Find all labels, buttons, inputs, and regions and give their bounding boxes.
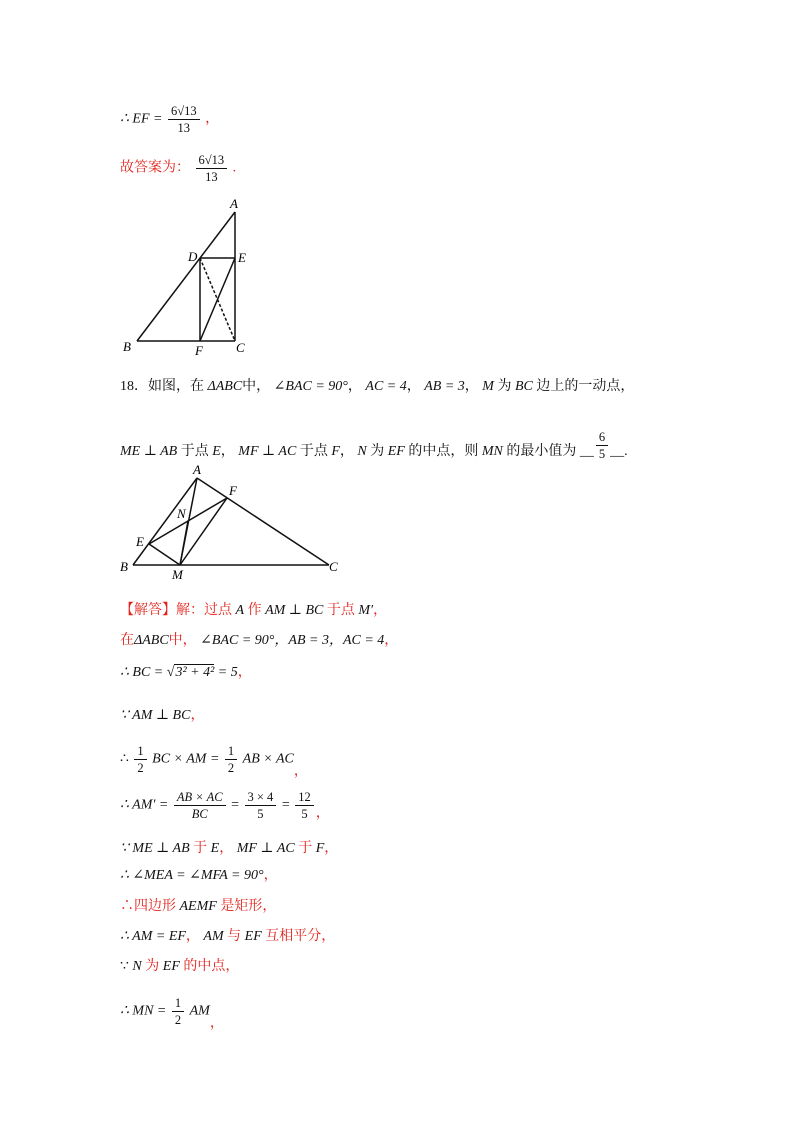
solution-punct: ， <box>190 708 205 723</box>
q18-text: 中， <box>242 379 271 394</box>
solution-fraction <box>295 790 314 821</box>
q18-me-ab: ME ⊥ AB <box>120 444 178 459</box>
solution-step-8 <box>120 867 278 885</box>
solution-punct: ， <box>185 929 200 944</box>
solution-text: 与 <box>227 929 242 944</box>
fraction-numerator: 1 <box>172 996 184 1012</box>
q18-text: 的最小值为 <box>506 444 577 459</box>
fig2-label-m: M <box>172 567 183 582</box>
solution-punct: ， <box>293 763 308 779</box>
solution-tag: 【解答】 <box>120 603 176 618</box>
solution-radicand: 3² + 4² <box>175 665 215 680</box>
fraction-numerator: 1 <box>225 744 237 760</box>
q18-angle: ∠BAC = 90° <box>273 379 348 394</box>
fig2-label-b: B <box>120 559 128 574</box>
solution-math: AM <box>203 929 224 944</box>
fig2-label-e: E <box>136 534 144 549</box>
q18-f: F <box>331 444 340 459</box>
q18-text: 为 <box>497 379 512 394</box>
solution-fraction-half <box>172 996 184 1027</box>
q18-bc: BC <box>514 379 533 394</box>
fig1-label-f: F <box>195 343 203 358</box>
solution-step-12 <box>120 996 224 1031</box>
q18-text: ， <box>339 444 354 459</box>
solution-punct: ， <box>324 841 339 856</box>
fig1-label-e: E <box>238 250 246 265</box>
solution-math: AM ⊥ BC <box>265 603 324 618</box>
q18-answer-fraction <box>596 430 608 461</box>
fig1-label-b: B <box>123 339 131 354</box>
q18-m: M <box>482 379 494 394</box>
solution-fraction <box>245 790 277 821</box>
solution-step-6 <box>120 790 330 821</box>
solution-text: 于点 <box>326 603 355 618</box>
answer-prefix: 故答案为： <box>120 160 190 176</box>
solution-punct: ， <box>373 603 388 618</box>
solution-math: ∴ BC = <box>120 665 164 680</box>
fraction-denominator: 5 <box>301 807 308 821</box>
q18-text: ， <box>464 379 479 394</box>
solution-math: F <box>315 841 325 856</box>
fig2-label-a: A <box>193 462 201 477</box>
solution-math: BC × AM = <box>152 751 220 767</box>
solution-text: 为 <box>145 959 160 974</box>
solution-step-10 <box>120 928 335 946</box>
solution-math: ∴ <box>120 751 129 767</box>
solution-step-3: ∴ BC = √3² + 4² = 5， <box>120 665 252 680</box>
q18-ab: AB = 3 <box>424 379 465 394</box>
solution-fraction-half <box>134 744 146 775</box>
q18-text: ， <box>406 379 421 394</box>
fig1-label-c: C <box>236 340 245 355</box>
fraction-numerator: 1 <box>134 744 146 760</box>
solution-step-5 <box>120 744 308 779</box>
q18-answer-numerator: 6 <box>596 430 608 446</box>
ef-comma: ， <box>205 111 220 127</box>
solution-text: 中， <box>168 633 197 648</box>
solution-point-m-prime: M′ <box>358 603 374 618</box>
fraction-denominator: 2 <box>174 1013 182 1027</box>
answer-numerator: 6√13 <box>196 153 228 169</box>
solution-punct: ， <box>315 805 330 821</box>
solution-text: 是矩形， <box>220 899 277 914</box>
solution-math: ∴ MN = <box>120 1003 167 1019</box>
q18-ac: AC = 4 <box>365 379 407 394</box>
answer-denominator: 13 <box>205 170 218 184</box>
solution-step-7 <box>120 840 338 858</box>
solution-point-a: A <box>235 603 245 618</box>
ef-result-line <box>120 104 219 135</box>
q18-text: 边上的一动点， <box>536 379 635 394</box>
solution-math: ∠BAC = 90°，AB = 3，AC = 4 <box>200 633 385 648</box>
solution-text: 于 <box>298 841 313 856</box>
solution-text: 的中点， <box>183 959 240 974</box>
q18-e: E <box>212 444 221 459</box>
solution-step-11 <box>120 958 239 976</box>
segment-em <box>149 544 180 565</box>
solution-math: E <box>210 841 220 856</box>
solution-step-1 <box>120 602 387 620</box>
figure-triangle-abc-diagram <box>115 462 355 582</box>
ef-denominator: 13 <box>177 121 191 135</box>
q18-line-1 <box>120 378 634 396</box>
q18-text: 的中点，则 <box>408 444 479 459</box>
q18-text: 于点 <box>299 444 328 459</box>
solution-math: = <box>231 797 239 813</box>
solution-math: ∴ ∠MEA = ∠MFA = 90° <box>120 868 264 883</box>
q18-number: 18． <box>120 379 148 394</box>
fraction-numerator: 12 <box>295 790 314 806</box>
solution-math: AB × AC <box>242 751 294 767</box>
solution-math: ∴ AM′ = <box>120 797 169 813</box>
figure-rectangle-diagram <box>115 192 265 362</box>
solution-math: N <box>132 959 142 974</box>
q18-n: N <box>357 444 367 459</box>
fig2-label-n: N <box>177 506 186 521</box>
solution-text: 互相平分， <box>265 929 336 944</box>
q18-mf-ac: MF ⊥ AC <box>238 444 297 459</box>
solution-step-2 <box>120 632 398 650</box>
fraction-denominator: 5 <box>257 807 264 821</box>
q18-line-2 <box>120 430 628 461</box>
solution-punct: ， <box>237 665 252 680</box>
solution-text: 于 <box>193 841 208 856</box>
solution-fraction-half <box>225 744 237 775</box>
solution-math: = 5 <box>217 665 238 680</box>
answer-period: . <box>232 160 237 176</box>
solution-math: ∴ AM = EF <box>120 929 186 944</box>
q18-text: ， <box>347 379 362 394</box>
solution-punct: ， <box>263 868 278 883</box>
fraction-numerator: 3 × 4 <box>245 790 277 806</box>
ef-fraction <box>168 104 200 135</box>
answer-line <box>120 153 236 184</box>
solution-step-9 <box>120 898 276 916</box>
solution-text: 作 <box>247 603 262 618</box>
fig2-label-c: C <box>329 559 338 574</box>
solution-math: MF ⊥ AC <box>236 841 295 856</box>
solution-math: ∵ AM ⊥ BC <box>120 708 191 723</box>
ef-numerator: 6√13 <box>168 104 200 120</box>
solution-fraction <box>174 790 226 821</box>
solution-math: EF <box>244 929 262 944</box>
fraction-denominator: BC <box>191 807 208 821</box>
solution-math: EF <box>162 959 180 974</box>
solution-math: ΔABC <box>134 633 169 648</box>
solution-text: 解：过点 <box>176 603 232 618</box>
q18-triangle: ΔABC <box>207 379 243 394</box>
q18-text: ， <box>220 444 235 459</box>
fig1-label-a: A <box>230 196 238 211</box>
solution-math: ∵ ME ⊥ AB <box>120 841 190 856</box>
solution-step-4 <box>120 707 204 725</box>
solution-math: AM <box>189 1003 210 1019</box>
fig1-label-d: D <box>188 249 198 264</box>
fraction-denominator: 2 <box>137 761 144 775</box>
answer-fraction <box>196 153 228 184</box>
segment-ac <box>197 478 329 565</box>
solution-punct: ， <box>209 1015 224 1031</box>
q18-text: 为 <box>370 444 385 459</box>
solution-math: = <box>281 797 290 813</box>
segment-ba <box>137 212 235 341</box>
fraction-numerator: AB × AC <box>174 790 226 806</box>
fraction-denominator: 2 <box>227 761 235 775</box>
q18-text: 于点 <box>180 444 209 459</box>
ef-lhs: ∴ EF = <box>120 111 163 127</box>
q18-text: 如图，在 <box>148 379 204 394</box>
solution-text: 在 <box>120 633 134 648</box>
solution-text: ∴四边形 <box>120 899 176 914</box>
q18-blank-right: __. <box>610 444 628 459</box>
solution-punct: ， <box>384 633 399 648</box>
q18-answer-denominator: 5 <box>598 447 606 461</box>
q18-mn: MN <box>481 444 503 459</box>
solution-math: AEMF <box>179 899 217 914</box>
q18-blank-left: __ <box>579 444 594 459</box>
solution-math: ∵ <box>120 959 129 974</box>
fig2-label-f: F <box>229 483 237 498</box>
q18-ef: EF <box>387 444 405 459</box>
solution-punct: ， <box>219 841 234 856</box>
